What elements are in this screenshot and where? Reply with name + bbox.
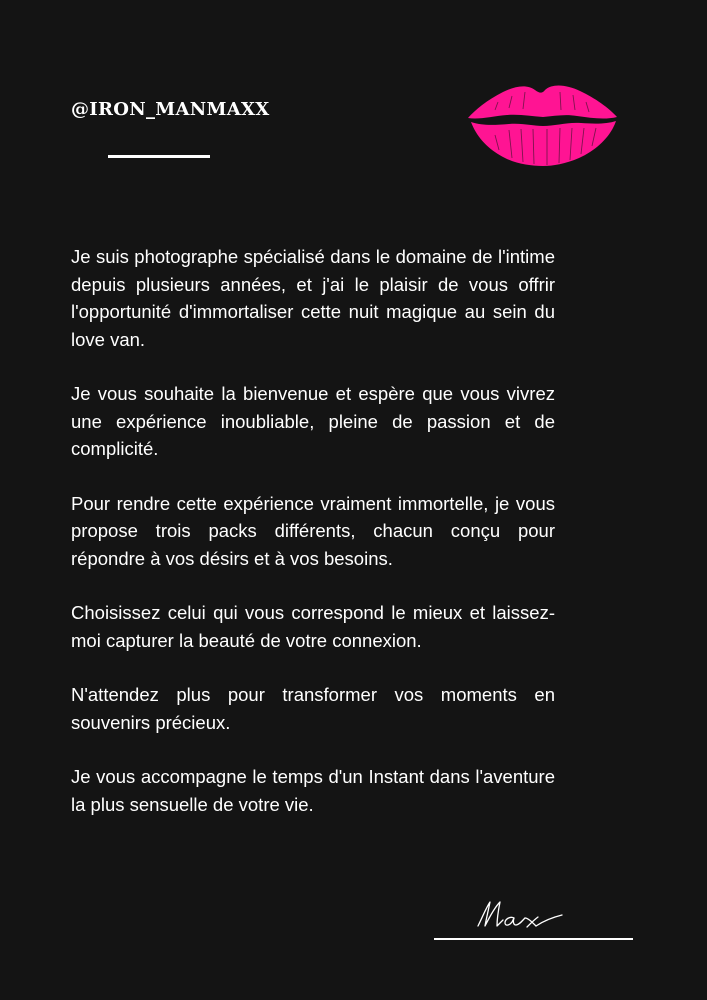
letter-paragraph: Pour rendre cette expérience vraiment immortelle, je vous propose trois packs différents, chacun conçu pour répondre à vos désirs et à vos besoins. [71,492,555,569]
lipstick-kiss-icon [465,80,620,168]
letter-paragraph: Je vous accompagne le temps d'un Instant dans l'aventure la plus sensuelle de votre vie. [71,766,555,815]
handwritten-signature [470,888,580,938]
handle-title: @IRON_MANMAXX [71,99,270,120]
letter-paragraph: Je vous souhaite la bienvenue et espère que vous vivrez une expérience inoubliable, pleine de passion et de complicité. [71,383,555,459]
signature-line [434,938,633,940]
letter-paragraph: N'attendez plus pour transformer vos moments en souvenirs précieux. [71,684,555,733]
letter-body [71,243,555,845]
letter-paragraph: Je suis photographe spécialisé dans le domaine de l'intime depuis plusieurs années, et j'ai le plaisir de vous offrir l'opportunité d'immortaliser cette nuit magique au sein du love van. [71,246,555,350]
handle-underline-divider [108,155,210,158]
letter-paragraph: Choisissez celui qui vous correspond le mieux et laissez-moi capturer la beauté de votre connexion. [71,602,555,651]
